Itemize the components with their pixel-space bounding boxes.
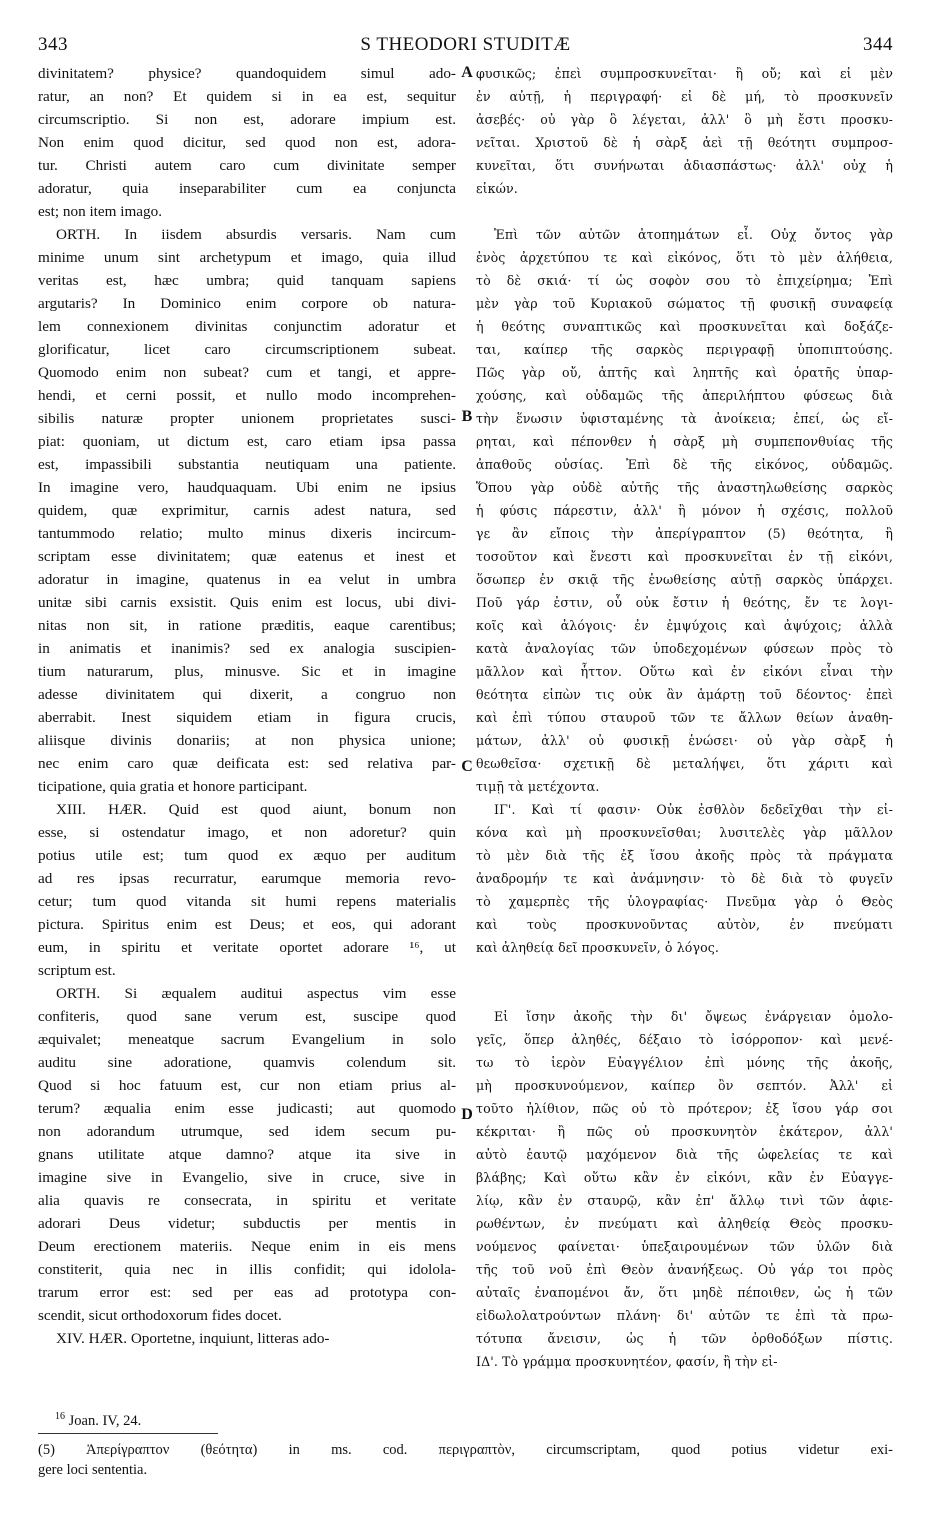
- greek-line: τὴν ἕνωσιν ὑφισταμένης τὰ ἀνοίκεια; ἐπεί, ὡς εἴ-: [476, 411, 893, 426]
- greek-line: κατὰ ἀναλογίας τῶν ὑποδεχομένων φύσεων πρὸς τὸ: [476, 641, 893, 656]
- latin-line: scriptam esse divinitatem; quæ eatenus et inest et: [38, 548, 456, 565]
- greek-line: ἀναδρομήν τε καὶ ἀνάμνησιν· τὸ δὲ διὰ τὸ φυγεῖν: [476, 871, 893, 886]
- greek-line: γεῖς, ὅπερ ἀληθές, δέξαιο τὸ ἰσόρροπον· καὶ μενέ-: [476, 1032, 893, 1047]
- greek-line: Ὅπου γὰρ οὐδὲ αὐτῆς τῆς ἀναστηλωθείσης σαρκὸς: [476, 480, 893, 495]
- left-page-number: 343: [38, 34, 68, 55]
- latin-line: sibilis naturæ propter unionem proprietates susci-: [38, 410, 456, 427]
- greek-line: καὶ ἐπὶ τύπου σταυροῦ τῶν τε ἄλλων θείων ἀναθη-: [476, 710, 893, 725]
- greek-line: Ἐπὶ τῶν αὐτῶν ἀτοπημάτων εἶ. Οὐχ ὄντος γὰρ: [494, 227, 893, 242]
- latin-line: tur. Christi autem caro cum divinitate semper: [38, 157, 456, 174]
- greek-line: [476, 200, 893, 223]
- latin-line: argutaris? In Dominico enim corpore ob natura-: [38, 295, 456, 312]
- greek-line: ται, καίπερ τῆς σαρκὸς περιγραφῇ ὑποπιπτούσης.: [476, 342, 893, 357]
- latin-line: Deum erectionem materiis. Neque enim in eis mens: [38, 1238, 456, 1255]
- greek-line: καὶ ἀληθείᾳ δεῖ προσκυνεῖν, ὁ λόγος.: [476, 940, 720, 955]
- greek-line: μᾶλλον καὶ ἧττον. Οὕτω καὶ ἐν εἰκόνι εἶναι τὴν: [476, 664, 893, 679]
- greek-line: [476, 959, 893, 982]
- footnote-number: 16: [55, 1411, 65, 1422]
- latin-line: ad res ipsas recurratur, earumque memoria revo-: [38, 870, 456, 887]
- latin-line: Quomodo enim non subeat? cum et tangi, et appre-: [38, 364, 456, 381]
- greek-line: νούμενος φαίνεται· ὑπεξαιρουμένων τῶν ὑλῶν διὰ: [476, 1239, 893, 1254]
- greek-line: γε ἂν εἴποις τὴν ἀπερίγραπτον (5) θεότητα, ἣ: [476, 526, 893, 541]
- right-page-number: 344: [863, 34, 893, 55]
- greek-line: ἐν αὐτῇ, ἡ περιγραφή· εἰ δὲ μή, τὸ προσκυνεῖν: [476, 89, 893, 104]
- latin-line: est, impassibili substantia neutiquam una patiente.: [38, 456, 456, 473]
- latin-line: ORTH. Si æqualem auditui aspectus vim esse: [56, 985, 456, 1002]
- greek-line: τω τὸ ἱερὸν Εὐαγγέλιον ἐπὶ μόνης τῆς ἀκοῆς,: [476, 1055, 893, 1070]
- greek-line: κοῖς καὶ ἀλόγοις· ἐν ἐμψύχοις καὶ ἀψύχοις; ἀλλὰ: [476, 618, 893, 633]
- greek-line: καὶ τοὺς προσκυνοῦντας αὐτὸν, ἐν πνεύματι: [476, 917, 893, 932]
- latin-line: aliisque divinis donariis; at non physica unione;: [38, 732, 456, 749]
- margin-marker-c: C: [461, 758, 473, 775]
- latin-line: Non enim quod dicitur, sed quod non est, adora-: [38, 134, 456, 151]
- greek-line: ρηται, καὶ πέπονθεν ἡ σὰρξ μὴ συμπεπονθυίας τῆς: [476, 434, 893, 449]
- latin-line: trarum error est: sed per eas ad prototypa con-: [38, 1284, 456, 1301]
- greek-line: τότυπα ἄνεισιν, ὡς ἡ τῶν ὀρθοδόξων πίστις.: [476, 1331, 893, 1346]
- latin-line: non adorandum utrumque, sed idem secum pu-: [38, 1123, 456, 1140]
- greek-line: κυνεῖται, ὅτι συνήνωται ἀδιασπάστως· ἀλλ' οὐχ ἡ: [476, 158, 893, 173]
- greek-line: ρωθέντων, ἐν πνεύματι καὶ ἀληθείᾳ Θεὸς προσκυ-: [476, 1216, 893, 1231]
- latin-line: confiteris, quod sane verum est, suscipe quod: [38, 1008, 456, 1025]
- greek-line: θεότητα εἰπὼν τις οὐκ ἂν ἁμάρτῃ τοῦ δέοντος· ἐπεὶ: [476, 687, 893, 702]
- latin-line: auditu sine adoratione, quamvis colendum sit.: [38, 1054, 456, 1071]
- latin-line: æquivalet; meneatque sacrum Evangelium in solo: [38, 1031, 456, 1048]
- greek-line: κόνα καὶ μὴ προσκυνεῖσθαι; λυσιτελὲς γὰρ μᾶλλον: [476, 825, 893, 840]
- greek-line: ἀπαθοῦς οὐσίας. Ἐπὶ δὲ τῆς εἰκόνος, οὐδαμῶς.: [476, 457, 893, 472]
- greek-line: αὐτὸ ἑαυτῷ μαχόμενον διὰ τῆς ὠφελείας τε καὶ: [476, 1147, 893, 1162]
- latin-line: adesse divinitatem qui dixerit, a congruo non: [38, 686, 456, 703]
- latin-line: gnans utilitate atque damno? atque ita sive in: [38, 1146, 456, 1163]
- greek-line: ὅσωπερ ἐν σκιᾷ τῆς ἐνωθείσης αὐτῇ σαρκὸς ὑπάρχει.: [476, 572, 893, 587]
- latin-line: pictura. Spiritus enim est Deus; et eos, qui adorant: [38, 916, 456, 933]
- latin-line: esse, si ostendatur imago, et non adoretur? quin: [38, 824, 456, 841]
- scripture-footnote: [55, 1411, 141, 1430]
- latin-line: glorificatur, licet caro circumscriptionem subeat.: [38, 341, 456, 358]
- latin-line: hendi, et cerni possit, et nullo modo incomprehen-: [38, 387, 456, 404]
- latin-line: XIV. HÆR. Oportetne, inquiunt, litteras ado-: [56, 1330, 330, 1347]
- latin-line: divinitatem? physice? quandoquidem simul ado-: [38, 65, 456, 82]
- greek-line: βλάβης; Καὶ οὕτω κἂν ἐν εἰκόνι, κἂν ἐν Εὐαγγε-: [476, 1170, 893, 1185]
- greek-line: [476, 982, 893, 1005]
- greek-line: αὐταῖς ἐναπομένοι ἄν, ὅτι μηδὲ πέποιθεν, ὡς ἡ τῶν: [476, 1285, 893, 1300]
- greek-line: εἰκών.: [476, 181, 518, 196]
- latin-line: imagine sive in Evangelio, sive in cruce, sive in: [38, 1169, 456, 1186]
- latin-line: XIII. HÆR. Quid est quod aiunt, bonum non: [56, 801, 456, 818]
- latin-line: unitæ sibi carnis exsistit. Quis enim est locus, ubi divi-: [38, 594, 456, 611]
- latin-line: in animatis et inanimis? sed ex analogia suscipien-: [38, 640, 456, 657]
- latin-line: tantummodo relatio; multo minus dixeris incircum-: [38, 525, 456, 542]
- margin-marker-d: D: [461, 1106, 473, 1123]
- greek-line: κέκριται· ἢ πῶς οὐ προσκυνητὸν ἑκάτερον, ἀλλ': [476, 1124, 893, 1139]
- latin-line: aberrabit. Inest siquidem etiam in figura crucis,: [38, 709, 456, 726]
- latin-line: ticipatione, quia gratia et honore participant.: [38, 778, 308, 795]
- latin-line: est; non item imago.: [38, 203, 163, 220]
- latin-line: nitas non sit, in ratione præditis, eaque carentibus;: [38, 617, 456, 634]
- margin-marker-b: B: [461, 408, 473, 425]
- latin-line: nec enim caro quæ deificata est: sed relativa par-: [38, 755, 456, 772]
- latin-line: minime unum sint archetypum et imago, quia illud: [38, 249, 456, 266]
- latin-line: eum, in spiritu et veritate oportet adorare ¹⁶, ut: [38, 939, 456, 956]
- latin-line: adorari Deus videtur; subductis per mentis in: [38, 1215, 456, 1232]
- margin-marker-a: A: [461, 64, 473, 81]
- latin-line: cetur; tum quod vitanda sit humi repens materialis: [38, 893, 456, 910]
- latin-line: tium naturarum, plus, minusve. Sic et in imagine: [38, 663, 456, 680]
- latin-line: lem connexionem divinitas conjunctim adoratur et: [38, 318, 456, 335]
- greek-line: νεῖται. Χριστοῦ δὲ ἡ σὰρξ ἀεὶ τῇ θεότητι συμπροσ-: [476, 135, 893, 150]
- latin-line: circumscriptio. Si non est, adorare impium est.: [38, 111, 456, 128]
- greek-line: μάτων, ἀλλ' οὐ φυσικῇ ἑνώσει· οὐ γὰρ σὰρξ ἡ: [476, 733, 893, 748]
- latin-line: constiterit, quia nec in illis confidit; qui idolola-: [38, 1261, 456, 1278]
- greek-line: Εἰ ἴσην ἀκοῆς τὴν δι' ὄψεως ἐνάργειαν ὁμολο-: [494, 1009, 893, 1024]
- greek-line: μὴ προσκυνούμενον, καίπερ ὂν σεπτόν. Ἀλλ' εἰ: [476, 1078, 893, 1093]
- latin-line: Quod si hoc fatuum est, cur non etiam prius al-: [38, 1077, 456, 1094]
- latin-line: In imagine vero, haudquaquam. Ubi enim ne ipsius: [38, 479, 456, 496]
- greek-line: θεωθεῖσα· σχετικῇ δὲ μεταλήψει, ὅτι χάριτι καὶ: [476, 756, 893, 771]
- greek-line: τὸ μὲν διὰ τῆς ἐξ ἴσου ἀκοῆς πρὸς τὰ πράγματα: [476, 848, 893, 863]
- footnote-text: Joan. IV, 24.: [68, 1412, 142, 1429]
- latin-line: scriptum est.: [38, 962, 116, 979]
- greek-line: Πῶς γὰρ οὔ, ἁπτῆς καὶ ληπτῆς καὶ ὁρατῆς ὑπαρ-: [476, 365, 893, 380]
- greek-line: Ποῦ γάρ ἐστιν, οὗ οὐκ ἔστιν ἡ θεότης, ἔν τε λογι-: [476, 595, 893, 610]
- latin-line: alia quavis re consecrata, in spiritu et veritate: [38, 1192, 456, 1209]
- latin-line: ratur, an non? Et quidem si in ea est, sequitur: [38, 88, 456, 105]
- greek-line: τοσοῦτον καὶ ἔνεστι καὶ προσκυνεῖται ἐν τῇ εἰκόνι,: [476, 549, 893, 564]
- greek-line: ΙΓ'. Καὶ τί φασιν· Οὐκ ἐσθλὸν δεδεῖχθαι τὴν εἰ-: [494, 802, 893, 817]
- latin-line: quidem, quæ exprimitur, carnis adest natura, sed: [38, 502, 456, 519]
- greek-line: ἡ θεότης συναπτικῶς καὶ προσκυνεῖται καὶ δοξάζε-: [476, 319, 893, 334]
- latin-line: piat: quoniam, ut dictum est, caro etiam ipsa passa: [38, 433, 456, 450]
- greek-line: χούσης, καὶ οὐδαμῶς τῆς ἀπεριλήπτου φύσεως διὰ: [476, 388, 893, 403]
- latin-line: terum? æqualia enim esse judicasti; aut quomodo: [38, 1100, 456, 1117]
- greek-line: τιμῇ τὰ μετέχοντα.: [476, 779, 600, 794]
- note-line: (5) Ἀπερίγραπτον (θεότητα) in ms. cod. περιγραπτὸν, circumscriptam, quod potius videtur exi-: [38, 1442, 893, 1458]
- notes-divider: [38, 1433, 218, 1434]
- greek-line: εἰδωλολατρούντων πλάνη· δι' αὐτῶν τε ἐπὶ τὰ πρω-: [476, 1308, 893, 1323]
- latin-line: scendit, sicut orthodoxorum fides docet.: [38, 1307, 282, 1324]
- latin-line: adoratur in imagine, quatenus in ea velut in umbra: [38, 571, 456, 588]
- latin-line: veritas est, hæc umbra; quid tanquam sapiens: [38, 272, 456, 289]
- greek-line: λίῳ, κἂν ἐν σταυρῷ, κἂν ἐπ' ἄλλῳ τινὶ τῶν ἀφιε-: [476, 1193, 893, 1208]
- greek-line: μὲν γὰρ τοῦ Κυριακοῦ σώματος τῇ φυσικῇ συναφείᾳ: [476, 296, 893, 311]
- greek-line: ΙΔ'. Τὸ γράμμα προσκυνητέον, φασίν, ἢ τὴν εἰ-: [476, 1354, 778, 1369]
- greek-line: ἀσεβές· οὐ γὰρ ὃ λέγεται, ἀλλ' ὃ μὴ ἔστι προσκυ-: [476, 112, 893, 127]
- greek-line: τὸ δὲ σκιά· τί ὡς σοφὸν σου τὸ ἐπιχείρημα; Ἐπὶ: [476, 273, 893, 288]
- note-line: gere loci sententia.: [38, 1462, 148, 1478]
- greek-line: τὸ χαμερπὲς τῆς ὑλογραφίας· Πνεῦμα γὰρ ὁ Θεὸς: [476, 894, 893, 909]
- greek-line: τοῦτο ἠλίθιον, πῶς οὐ τὸ πρότερον; ἐξ ἴσου γάρ σοι: [476, 1101, 893, 1116]
- latin-line: ORTH. In iisdem absurdis versaris. Nam cum: [56, 226, 456, 243]
- greek-line: φυσικῶς; ἐπεὶ συμπροσκυνεῖται· ἢ οὔ; καὶ εἰ μὲν: [476, 66, 893, 81]
- running-title: S THEODORI STUDITÆ: [360, 34, 571, 55]
- greek-line: ἑνὸς ἀρχετύπου τε καὶ εἰκόνος, ὅτι τὸ μὲν ἀλήθεια,: [476, 250, 893, 265]
- greek-line: τῆς τοῦ νοῦ ἐπὶ Θεὸν ἀνανήξεως. Οὐ γάρ τοι πρὸς: [476, 1262, 893, 1277]
- latin-line: potius utile est; tum quod ex æquo per auditum: [38, 847, 456, 864]
- latin-line: adoratur, quia inseparabiliter cum ea conjuncta: [38, 180, 456, 197]
- page-header: [38, 34, 893, 58]
- greek-line: ἡ φύσις πάρεστιν, ἀλλ' ἢ μόνον ἡ σχέσις, πολλοῦ: [476, 503, 893, 518]
